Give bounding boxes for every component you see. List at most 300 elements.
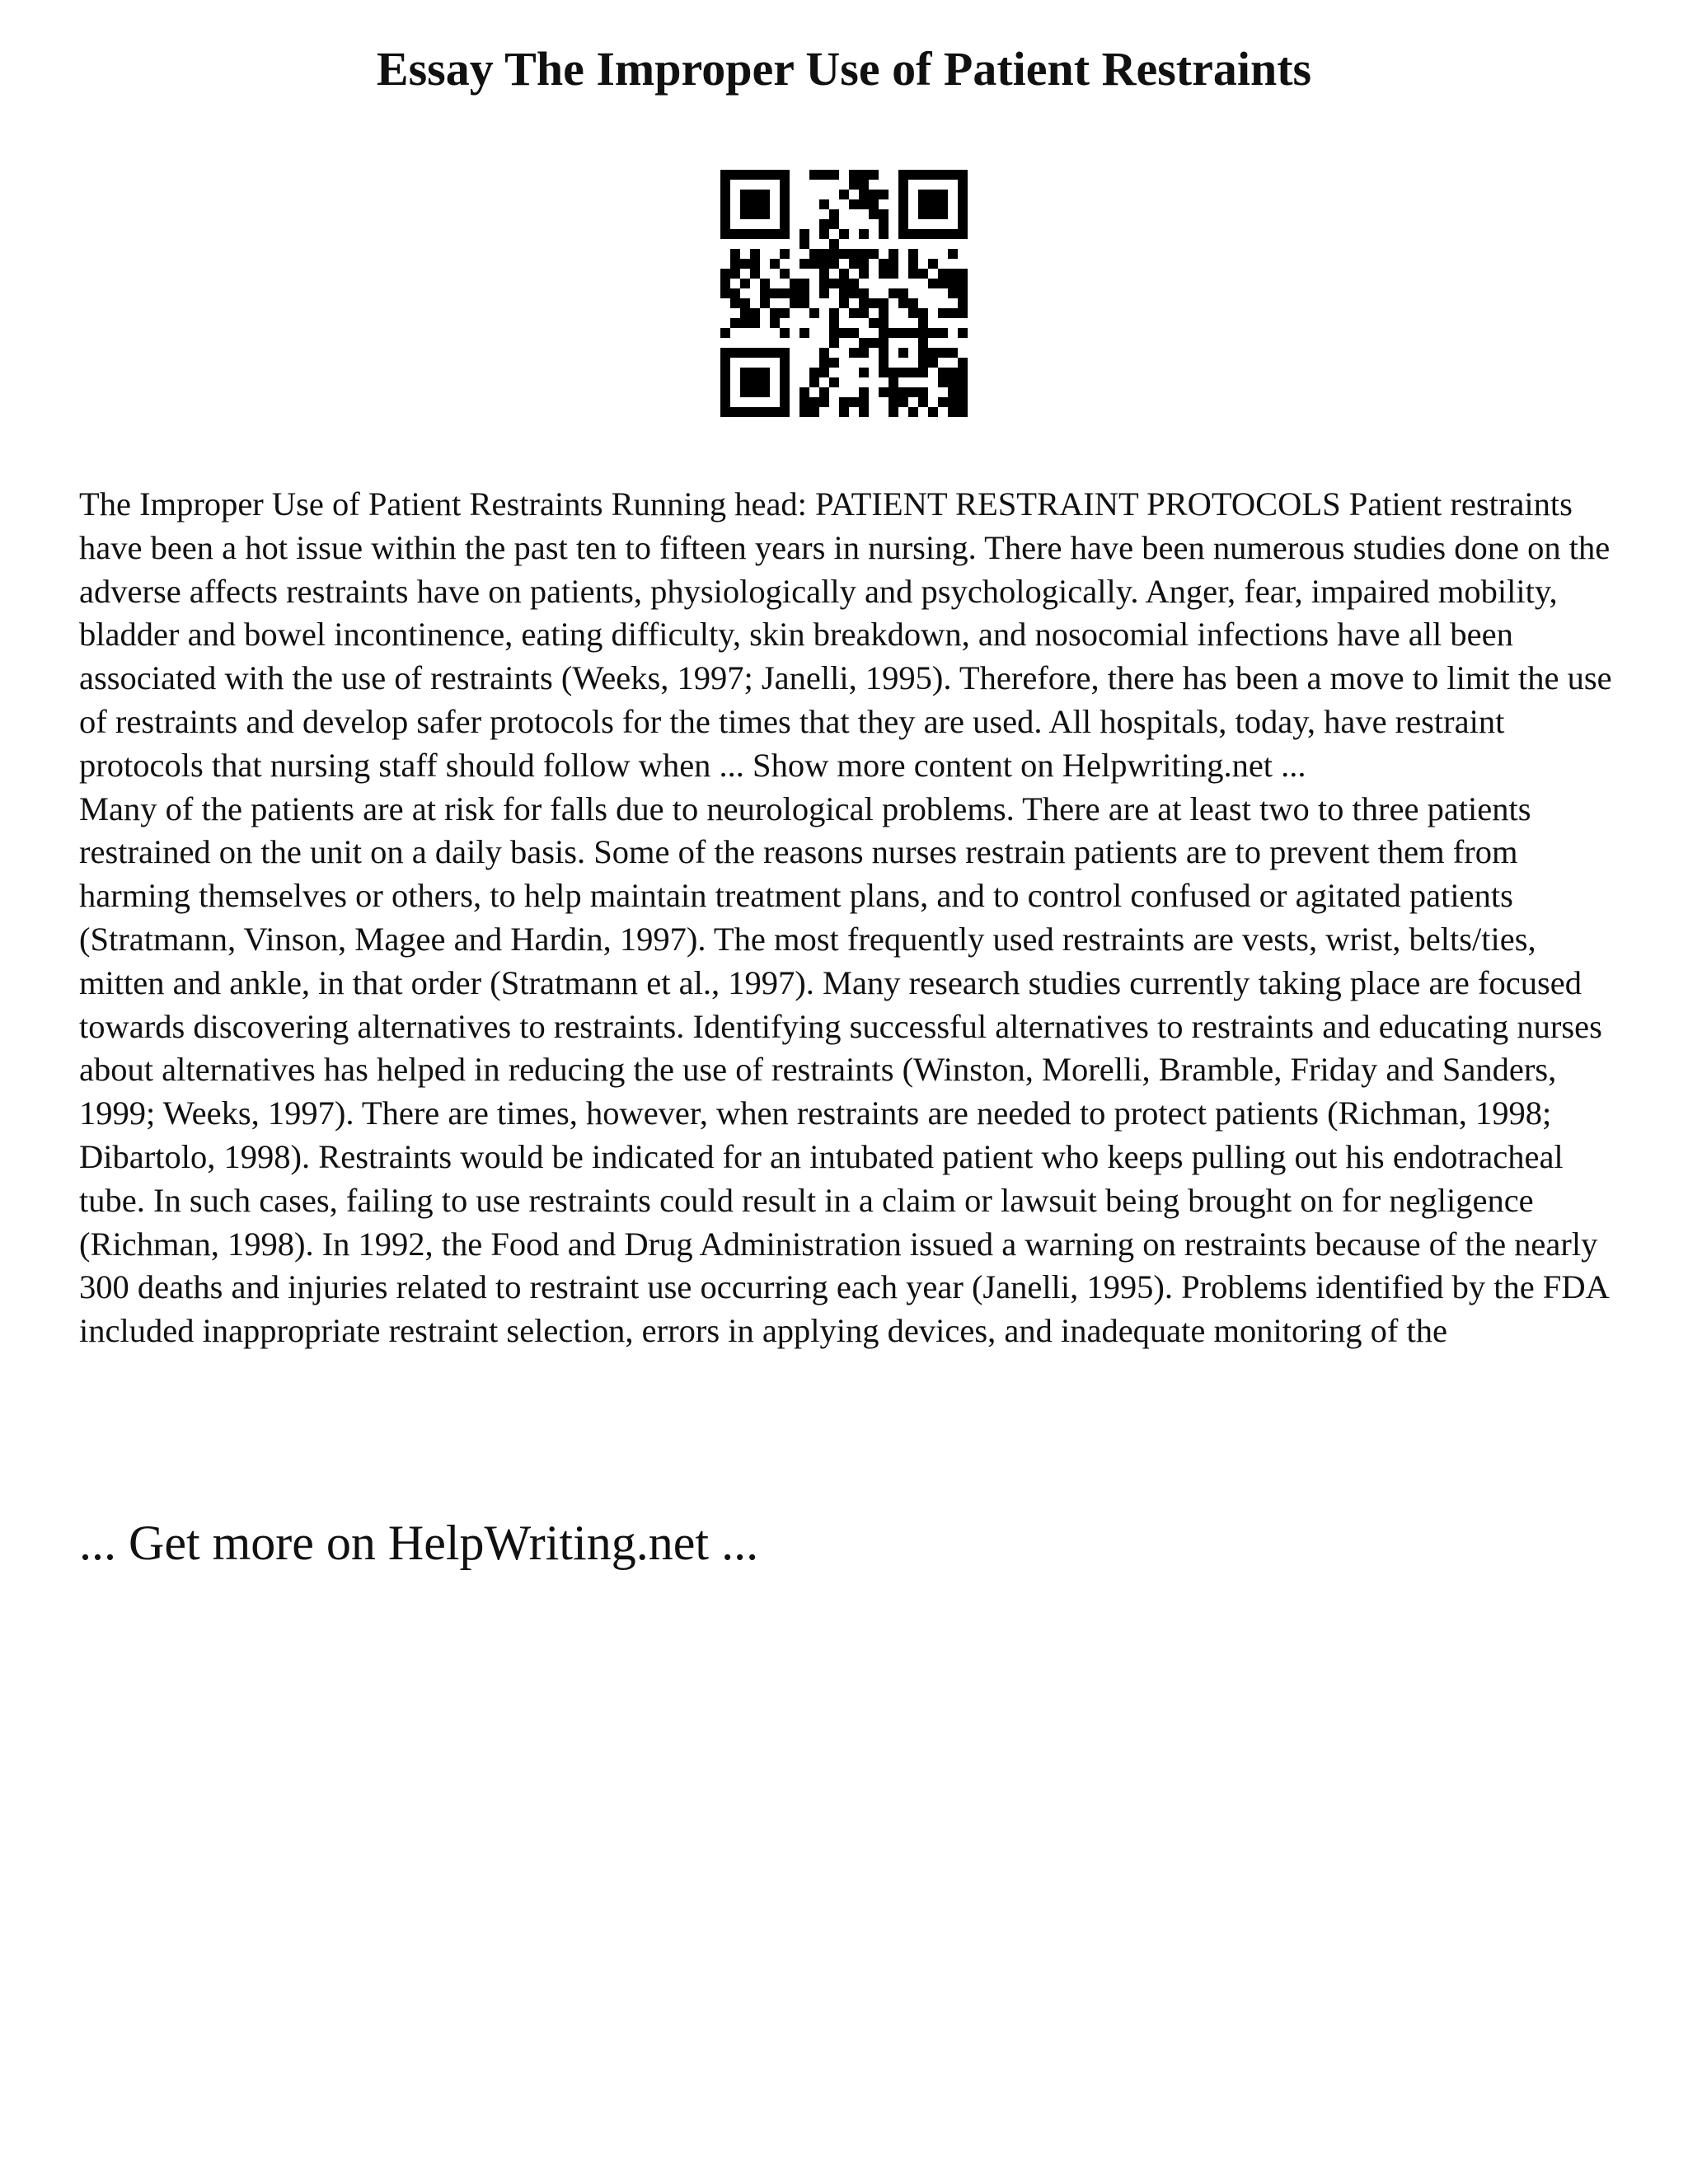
qr-module <box>898 368 908 377</box>
qr-module <box>849 170 859 180</box>
qr-module <box>879 229 889 239</box>
qr-module <box>809 259 819 269</box>
qr-module <box>720 358 730 368</box>
qr-module <box>780 358 790 368</box>
qr-module <box>760 190 770 199</box>
qr-module <box>730 318 740 328</box>
qr-module <box>750 249 760 259</box>
qr-module <box>760 170 770 180</box>
qr-module <box>839 269 849 279</box>
qr-module <box>760 209 770 219</box>
qr-module <box>720 219 730 229</box>
qr-module <box>829 249 839 259</box>
qr-module <box>780 269 790 279</box>
qr-module <box>908 308 918 318</box>
qr-module <box>740 308 750 318</box>
qr-module <box>809 368 819 377</box>
qr-module <box>819 219 829 229</box>
qr-module <box>928 279 938 288</box>
qr-module <box>849 328 859 338</box>
qr-module <box>869 338 879 348</box>
qr-module <box>889 387 898 397</box>
qr-module <box>958 170 968 180</box>
qr-module <box>928 328 938 338</box>
qr-module <box>918 199 928 209</box>
qr-module <box>770 318 780 328</box>
qr-module <box>780 219 790 229</box>
qr-module <box>720 199 730 209</box>
qr-module <box>958 328 968 338</box>
qr-module <box>790 298 799 308</box>
qr-module <box>720 180 730 190</box>
qr-module <box>799 397 809 407</box>
qr-module <box>809 249 819 259</box>
qr-module <box>859 407 869 417</box>
qr-module <box>740 229 750 239</box>
qr-module <box>770 348 780 358</box>
qr-module <box>859 190 869 199</box>
qr-module <box>750 377 760 387</box>
qr-module <box>849 180 859 190</box>
qr-module <box>760 368 770 377</box>
qr-module <box>859 170 869 180</box>
qr-module <box>740 259 750 269</box>
qr-module <box>780 387 790 397</box>
qr-module <box>889 259 898 269</box>
qr-module <box>839 190 849 199</box>
qr-module <box>918 368 928 377</box>
qr-module <box>948 348 958 358</box>
qr-module <box>829 209 839 219</box>
qr-module <box>938 229 948 239</box>
qr-module <box>859 338 869 348</box>
qr-module <box>770 229 780 239</box>
qr-module <box>720 407 730 417</box>
qr-module <box>839 407 849 417</box>
qr-module <box>889 288 898 298</box>
qr-module <box>889 397 898 407</box>
qr-module <box>740 318 750 328</box>
qr-module <box>928 259 938 269</box>
qr-module <box>740 279 750 288</box>
qr-module <box>819 170 829 180</box>
qr-module <box>780 377 790 387</box>
qr-module <box>740 377 750 387</box>
qr-module <box>730 269 740 279</box>
qr-module <box>730 259 740 269</box>
qr-module <box>958 190 968 199</box>
qr-module <box>720 229 730 239</box>
qr-module <box>938 348 948 358</box>
qr-module <box>879 318 889 328</box>
qr-module <box>958 377 968 387</box>
qr-module <box>809 308 819 318</box>
qr-module <box>918 387 928 397</box>
qr-module <box>819 279 829 288</box>
get-more-link[interactable]: ... Get more on HelpWriting.net ... <box>79 1516 759 1570</box>
qr-module <box>720 288 730 298</box>
qr-module <box>898 397 908 407</box>
qr-module <box>740 199 750 209</box>
qr-module <box>918 209 928 219</box>
qr-module <box>790 288 799 298</box>
qr-module <box>849 259 859 269</box>
qr-module <box>948 308 958 318</box>
qr-module <box>948 288 958 298</box>
qr-module <box>898 328 908 338</box>
qr-module <box>730 170 740 180</box>
qr-module <box>898 190 908 199</box>
qr-module <box>819 397 829 407</box>
qr-module <box>908 269 918 279</box>
qr-module <box>879 269 889 279</box>
qr-module <box>770 407 780 417</box>
qr-module <box>859 298 869 308</box>
qr-module <box>928 170 938 180</box>
qr-module <box>799 407 809 417</box>
qr-module <box>898 288 908 298</box>
qr-code-graphic <box>720 170 968 417</box>
qr-module <box>799 239 809 249</box>
qr-module <box>928 358 938 368</box>
qr-module <box>958 358 968 368</box>
qr-module <box>898 219 908 229</box>
qr-module <box>750 387 760 397</box>
qr-module <box>958 387 968 397</box>
qr-module <box>938 190 948 199</box>
qr-module <box>829 219 839 229</box>
qr-module <box>898 209 908 219</box>
qr-module <box>879 358 889 368</box>
qr-module <box>809 397 819 407</box>
qr-module <box>869 190 879 199</box>
qr-module <box>809 170 819 180</box>
qr-module <box>839 249 849 259</box>
qr-module <box>898 180 908 190</box>
qr-module <box>869 199 879 209</box>
qr-module <box>839 298 849 308</box>
qr-module <box>730 249 740 259</box>
qr-module <box>740 348 750 358</box>
qr-module <box>720 328 730 338</box>
qr-module <box>780 170 790 180</box>
qr-module <box>918 269 928 279</box>
qr-module <box>889 377 898 387</box>
qr-module <box>780 308 790 318</box>
qr-module <box>898 298 908 308</box>
qr-module <box>839 279 849 288</box>
qr-module <box>948 170 958 180</box>
qr-module <box>958 269 968 279</box>
qr-module <box>958 229 968 239</box>
qr-module <box>720 348 730 358</box>
qr-module <box>819 368 829 377</box>
qr-module <box>780 180 790 190</box>
qr-module <box>948 377 958 387</box>
essay-paragraph-main: Many of the patients are at risk for falls due to neurological problems. There are at least two to three patients restrained on the unit on a daily basis. Some of the reasons nurses restrain patients are to prevent them from harming themselves or others, to help maintain treatment plans, and to control confused or agitated patients (Stratmann, Vinson, Magee and Hardin, 1997). The most frequently used restraints are vests, wrist, belts/ties, mitten and ankle, in that order (Stratmann et al., 1997). Many research studies currently taking place are focused towards discovering alternatives to restraints. Identifying successful alternatives to restraints and educating nurses about alternatives has helped in reducing the use of restraints (Winston, Morelli, Bramble, Friday and Sanders, 1999; Weeks, 1997). There are times, however, when restraints are needed to protect patients (Richman, 1998; Dibartolo, 1998). Restraints would be indicated for an intubated patient who keeps pulling out his endotracheal tube. In such cases, failing to use restraints could result in a claim or lawsuit being brought on for negligence (Richman, 1998). In 1992, the Food and Drug Administration issued a warning on restraints because of the nearly 300 deaths and injuries related to restraint use occurring each year (Janelli, 1995). Problems identified by the FDA included inappropriate restraint selection, errors in applying devices, and inadequate monitoring of the <box>79 790 1608 1350</box>
qr-module <box>908 170 918 180</box>
qr-module <box>869 298 879 308</box>
qr-module <box>908 387 918 397</box>
qr-module <box>740 190 750 199</box>
qr-module <box>760 407 770 417</box>
qr-module <box>780 288 790 298</box>
qr-module <box>859 229 869 239</box>
qr-module <box>750 407 760 417</box>
qr-module <box>720 190 730 199</box>
qr-module <box>918 170 928 180</box>
qr-module <box>750 209 760 219</box>
qr-module <box>760 279 770 288</box>
qr-module <box>908 249 918 259</box>
qr-module <box>839 229 849 239</box>
qr-module <box>898 170 908 180</box>
qr-module <box>958 199 968 209</box>
qr-module <box>790 279 799 288</box>
qr-module <box>829 170 839 180</box>
qr-module <box>750 318 760 328</box>
qr-module <box>740 170 750 180</box>
qr-module <box>928 199 938 209</box>
qr-module <box>819 249 829 259</box>
qr-module <box>819 348 829 358</box>
qr-module <box>928 407 938 417</box>
qr-module <box>829 358 839 368</box>
qr-module <box>898 199 908 209</box>
qr-module <box>750 229 760 239</box>
qr-module <box>780 249 790 259</box>
qr-module <box>780 368 790 377</box>
qr-module <box>938 269 948 279</box>
qr-module <box>799 288 809 298</box>
qr-module <box>780 328 790 338</box>
qr-module <box>819 229 829 239</box>
qr-module <box>760 288 770 298</box>
qr-module <box>839 288 849 298</box>
qr-module <box>958 407 968 417</box>
qr-module <box>720 377 730 387</box>
qr-module <box>750 170 760 180</box>
qr-module <box>859 348 869 358</box>
qr-module <box>928 348 938 358</box>
qr-module <box>948 269 958 279</box>
qr-module <box>948 249 958 259</box>
qr-module <box>918 190 928 199</box>
qr-module <box>829 338 839 348</box>
qr-module <box>819 387 829 397</box>
qr-module <box>750 259 760 269</box>
qr-module <box>770 308 780 318</box>
qr-module <box>720 387 730 397</box>
page-title: Essay The Improper Use of Patient Restraints <box>376 42 1312 96</box>
qr-module <box>879 308 889 318</box>
qr-module <box>720 209 730 219</box>
qr-code-icon <box>720 170 968 417</box>
qr-module <box>750 368 760 377</box>
qr-module <box>879 209 889 219</box>
qr-module <box>859 180 869 190</box>
qr-module <box>889 269 898 279</box>
qr-module <box>898 229 908 239</box>
qr-module <box>879 219 889 229</box>
qr-module <box>760 348 770 358</box>
qr-module <box>958 279 968 288</box>
qr-module <box>879 387 889 397</box>
qr-module <box>849 288 859 298</box>
qr-module <box>918 229 928 239</box>
qr-module <box>839 328 849 338</box>
qr-module <box>918 308 928 318</box>
qr-module <box>938 279 948 288</box>
qr-module <box>730 348 740 358</box>
qr-module <box>849 279 859 288</box>
qr-module <box>859 259 869 269</box>
qr-module <box>829 377 839 387</box>
qr-module <box>958 298 968 308</box>
qr-module <box>720 368 730 377</box>
qr-module <box>948 397 958 407</box>
qr-module <box>958 180 968 190</box>
qr-module <box>859 368 869 377</box>
qr-module <box>829 239 839 249</box>
qr-module <box>928 209 938 219</box>
qr-module <box>730 229 740 239</box>
qr-module <box>780 229 790 239</box>
qr-module <box>849 199 859 209</box>
qr-module <box>869 209 879 219</box>
qr-module <box>869 170 879 180</box>
qr-module <box>938 328 948 338</box>
qr-module <box>908 259 918 269</box>
qr-module <box>799 298 809 308</box>
qr-module <box>750 348 760 358</box>
qr-module <box>849 348 859 358</box>
qr-module <box>859 397 869 407</box>
qr-module <box>908 407 918 417</box>
qr-module <box>799 387 809 397</box>
qr-module <box>770 259 780 269</box>
qr-module <box>908 229 918 239</box>
qr-module <box>829 259 839 269</box>
qr-module <box>740 407 750 417</box>
qr-module <box>898 387 908 397</box>
qr-module <box>809 407 819 417</box>
qr-module <box>799 279 809 288</box>
qr-module <box>859 269 869 279</box>
qr-module <box>958 219 968 229</box>
qr-module <box>740 209 750 219</box>
qr-module <box>720 170 730 180</box>
qr-module <box>760 229 770 239</box>
qr-module <box>938 377 948 387</box>
qr-module <box>889 407 898 417</box>
qr-module <box>958 368 968 377</box>
qr-module <box>908 368 918 377</box>
qr-module <box>780 199 790 209</box>
qr-module <box>750 308 760 318</box>
qr-module <box>780 190 790 199</box>
qr-module <box>799 328 809 338</box>
qr-module <box>889 368 898 377</box>
qr-module <box>879 298 889 308</box>
qr-module <box>918 318 928 328</box>
qr-module <box>879 368 889 377</box>
qr-module <box>918 358 928 368</box>
qr-module <box>889 328 898 338</box>
qr-module <box>819 269 829 279</box>
qr-module <box>889 249 898 259</box>
qr-module <box>958 209 968 219</box>
qr-module <box>799 259 809 269</box>
qr-module <box>750 199 760 209</box>
qr-module <box>898 348 908 358</box>
qr-module <box>859 308 869 318</box>
qr-module <box>859 249 869 259</box>
qr-module <box>879 338 889 348</box>
qr-module <box>948 368 958 377</box>
qr-module <box>740 298 750 308</box>
qr-module <box>760 377 770 387</box>
qr-module <box>908 328 918 338</box>
qr-module <box>760 298 770 308</box>
qr-module <box>918 348 928 358</box>
qr-module <box>760 199 770 209</box>
qr-module <box>928 190 938 199</box>
qr-module <box>829 318 839 328</box>
qr-module <box>770 288 780 298</box>
qr-module <box>819 288 829 298</box>
qr-module <box>740 368 750 377</box>
qr-module <box>908 298 918 308</box>
qr-module <box>938 308 948 318</box>
qr-module <box>780 407 790 417</box>
essay-body <box>79 483 1629 1353</box>
qr-module <box>839 397 849 407</box>
qr-module <box>819 259 829 269</box>
qr-module <box>869 249 879 259</box>
qr-module <box>948 407 958 417</box>
qr-module <box>938 397 948 407</box>
qr-module <box>948 229 958 239</box>
qr-module <box>829 328 839 338</box>
qr-module <box>819 358 829 368</box>
qr-module <box>819 199 829 209</box>
qr-module <box>958 397 968 407</box>
qr-module <box>770 170 780 180</box>
qr-module <box>859 199 869 209</box>
qr-module <box>958 308 968 318</box>
qr-module <box>799 229 809 239</box>
qr-module <box>869 318 879 328</box>
qr-module <box>928 229 938 239</box>
qr-module <box>829 279 839 288</box>
qr-module <box>948 387 958 397</box>
qr-module <box>938 209 948 219</box>
qr-module <box>859 288 869 298</box>
qr-module <box>938 199 948 209</box>
qr-module <box>760 387 770 397</box>
qr-module <box>879 348 889 358</box>
qr-module <box>918 397 928 407</box>
qr-module <box>780 209 790 219</box>
qr-module <box>879 259 889 269</box>
qr-module <box>849 397 859 407</box>
qr-module <box>879 328 889 338</box>
qr-module <box>879 190 889 199</box>
qr-module <box>849 249 859 259</box>
qr-module <box>730 407 740 417</box>
qr-module <box>948 279 958 288</box>
